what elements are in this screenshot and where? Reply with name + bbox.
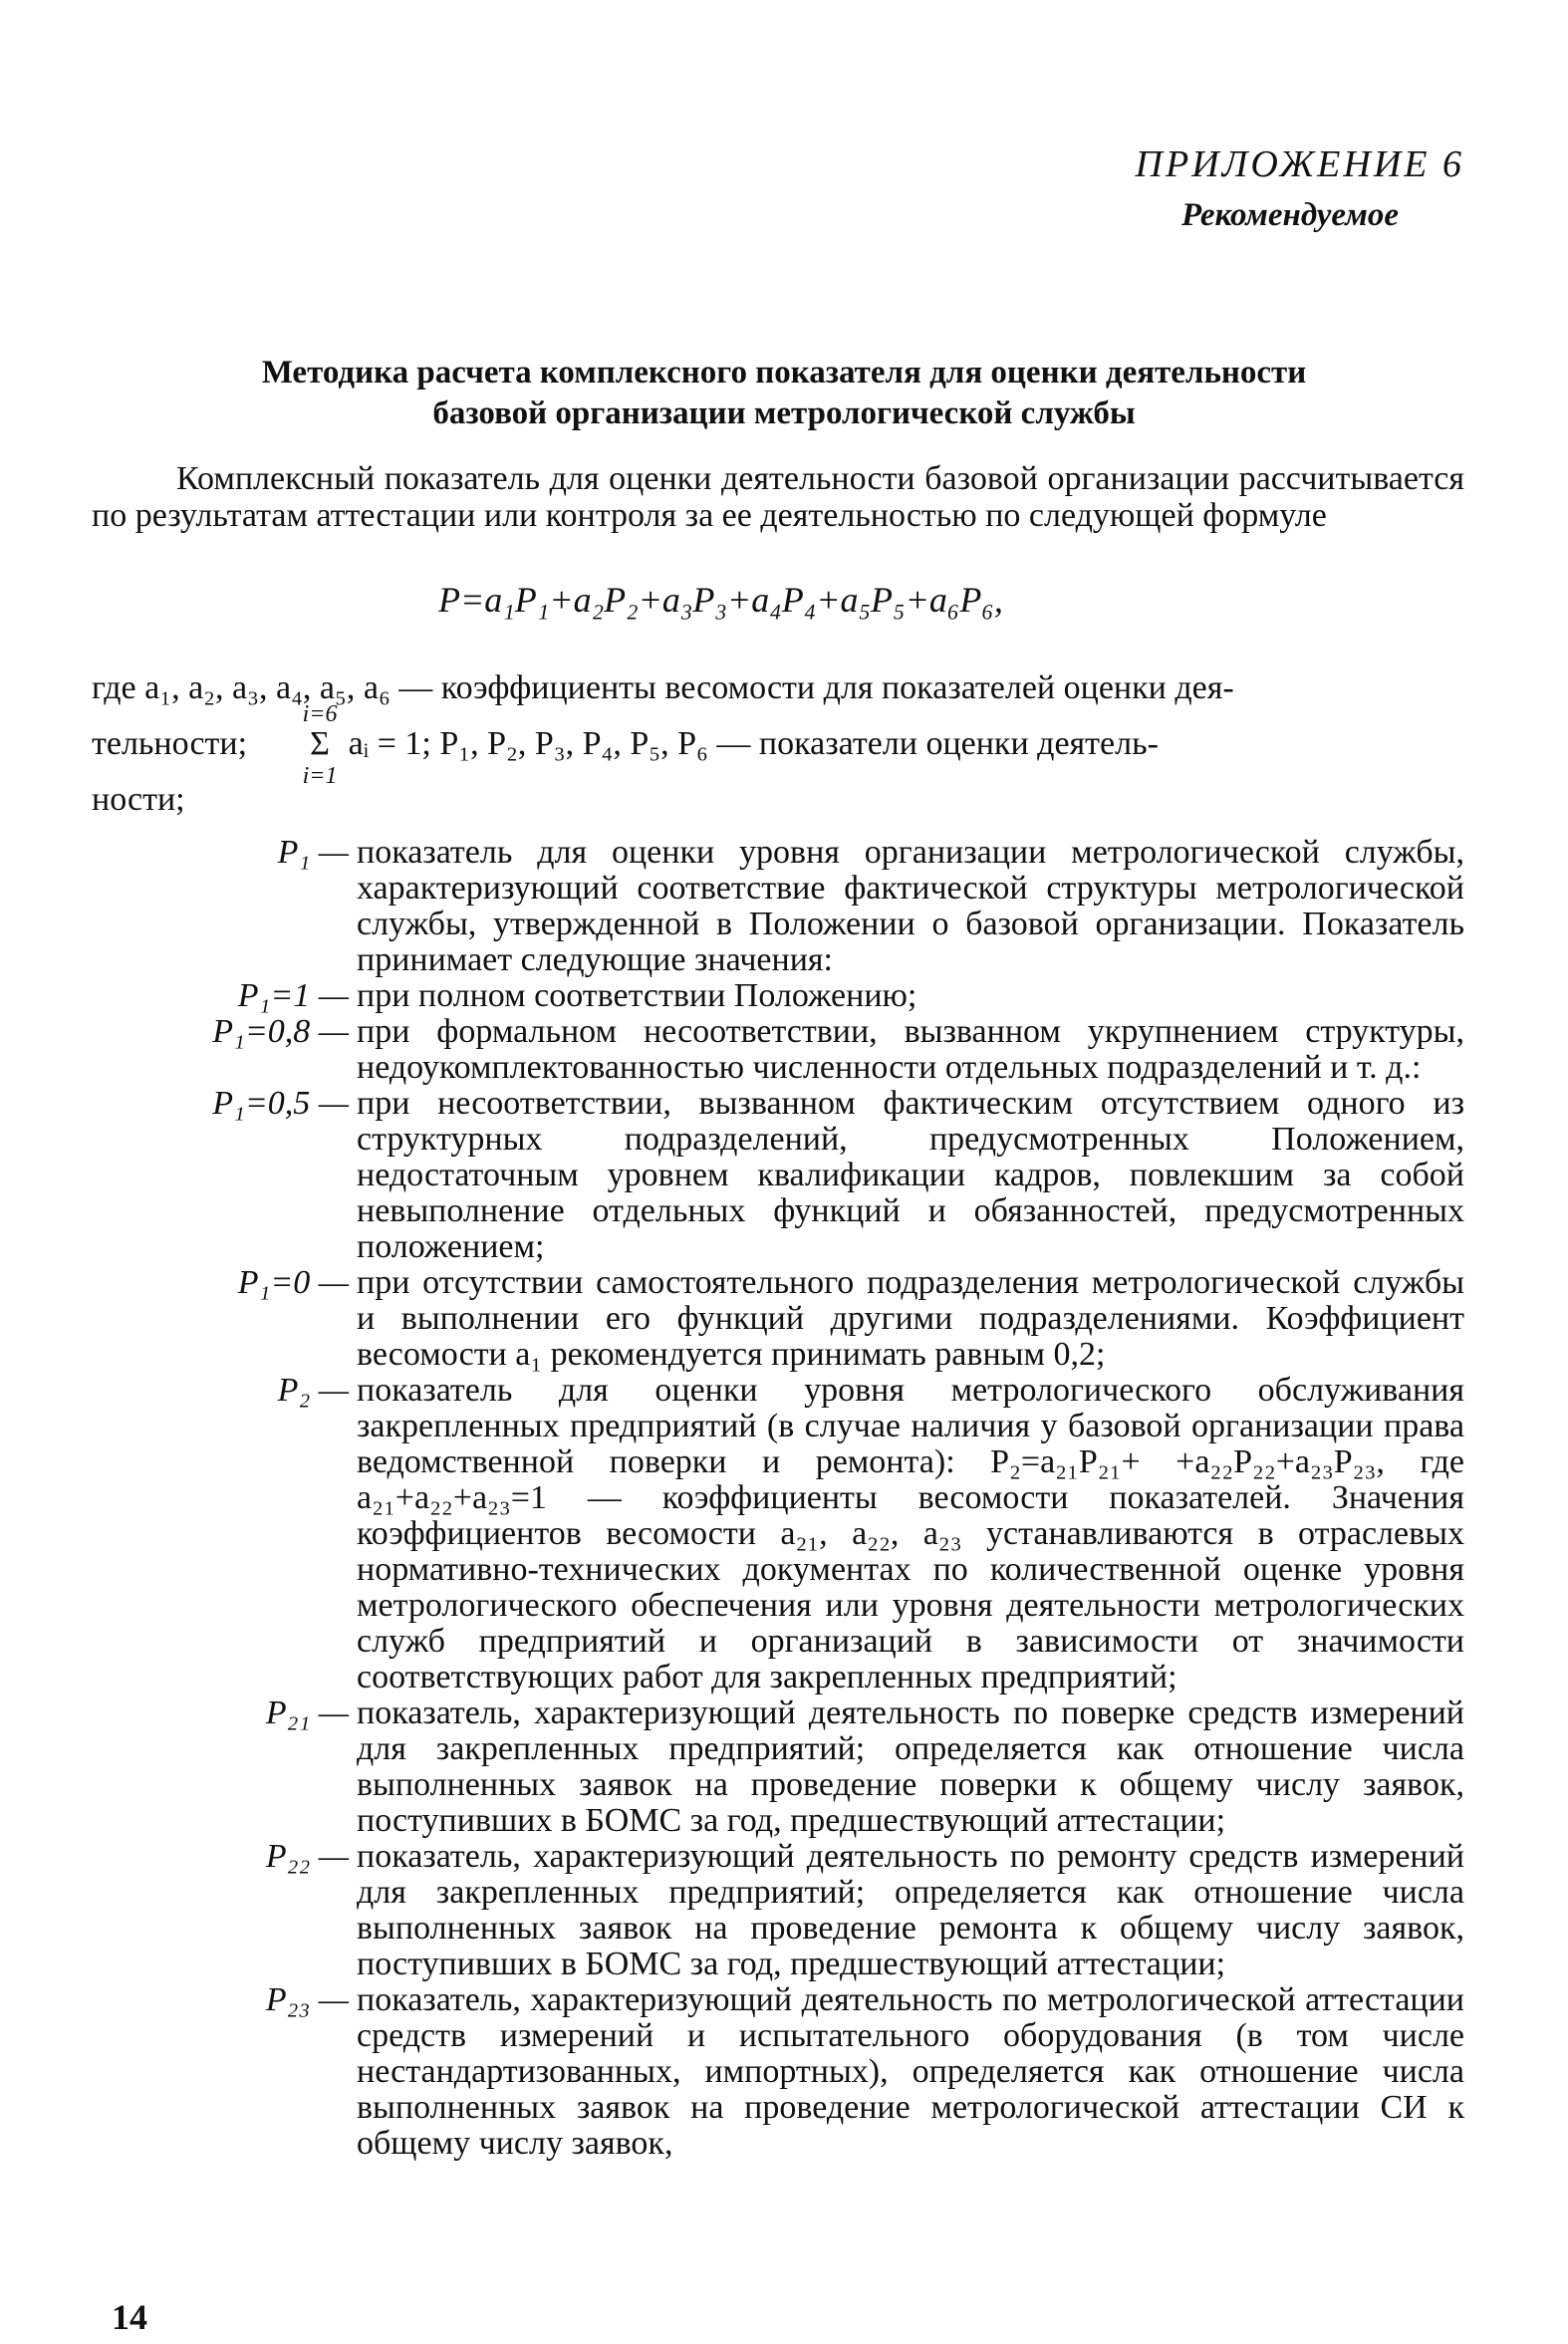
sum-upper-limit: i=6 [302,701,338,727]
definition-item [92,1086,1464,1265]
definition-term: P₁ — [277,834,349,871]
intro-text: Комплексный показатель для оценки деятельности базовой организации рассчитывается по результатам аттестации или контроля за ее деятельностью по следующей формуле [92,460,1464,534]
definitions-list [92,835,1464,2162]
definition-text: при формальном несоответствии, вызванном укрупнением структуры, недоукомплектованностью численности отдельных подразделений и т. д.: [357,1013,1464,1086]
definition-item [92,1014,1464,1086]
definition-term: P₁=1 — [237,977,349,1014]
where-prefix: тельности; [92,725,248,762]
definition-term: P₁=0,8 — [212,1013,349,1050]
definition-term: P₁=0 — [237,1264,349,1301]
title-line-2: базовой организации метрологической службы [432,395,1136,431]
definition-item [92,1695,1464,1839]
definition-text: показатель, характеризующий деятельность по метрологической аттестации средств измерений и испытательного оборудования (в том числе нестандартизованных, импортных), определяется как отношение числа выполненных заявок на проведение метрологической аттестации СИ к общему числу заявок, [357,1981,1464,2162]
appendix-heading: ПРИЛОЖЕНИЕ 6 [1135,143,1464,185]
definition-item [92,835,1464,978]
definition-term: P₁=0,5 — [212,1085,349,1122]
sum-symbol: i=6 Σ i=1 [300,725,340,763]
intro-paragraph [92,460,1464,534]
title-line-1: Методика расчета комплексного показателя для оценки деятельности [261,355,1307,391]
page-number: 14 [112,2297,147,2337]
definition-text: показатель, характеризующий деятельность по ремонту средств измерений для закрепленных предприятий; определяется как отношение числа выполненных заявок на проведение ремонта к общему числу заявок, поступивших в БОМС за год, предшествующий аттестации; [357,1838,1464,1982]
definition-item [92,1265,1464,1373]
definition-term: P₂₁ — [265,1694,349,1731]
where-rest: aᵢ = 1; P₁, P₂, P₃, P₄, P₅, P₆ — показатели оценки деятель- [348,725,1159,762]
definition-item [92,1982,1464,2162]
definition-term: P₂₂ — [265,1838,349,1875]
definition-text: при несоответствии, вызванном фактическим отсутствием одного из структурных подразделений, предусмотренных Положением, недостаточным уровнем квалификации кадров, повлекшим за собой невыполнение отдельных функций и обязанностей, предусмотренных положением; [357,1085,1464,1265]
where-line-3: ности; [92,781,185,818]
sum-lower-limit: i=1 [302,763,338,789]
definition-text: показатель для оценки уровня организации метрологической службы, характеризующий соответствие фактической структуры метрологической службы, утвержденной в Положении о базовой организации. Показатель принимает следующие значения: [357,834,1464,978]
definition-term: P₂ — [277,1372,349,1409]
definition-term: P₂₃ — [265,1981,349,2018]
definition-text: при отсутствии самостоятельного подразделения метрологической службы и выполнении его функций другими подразделениями. Коэффициент весомости a₁ рекомендуется принимать равным 0,2; [357,1264,1464,1373]
where-line-2 [92,701,1464,789]
section-title [149,353,1419,434]
definition-item [92,1373,1464,1695]
where-block [92,669,1464,819]
appendix-status: Рекомендуемое [1180,197,1399,233]
where-line-1: где a₁, a₂, a₃, a₄, a₅, a₆ — коэффициенты весомости для показателей оценки дея- [92,669,1234,706]
definition-text: при полном соответствии Положению; [357,977,917,1014]
definition-text: показатель, характеризующий деятельность по поверке средств измерений для закрепленных предприятий; определяется как отношение числа выполненных заявок на проведение поверки к общему числу заявок, поступивших в БОМС за год, предшествующий аттестации; [357,1694,1464,1839]
main-formula: P=a₁P₁+a₂P₂+a₃P₃+a₄P₄+a₅P₅+a₆P₆, [438,580,1003,620]
definition-item [92,1839,1464,1982]
definition-text: показатель для оценки уровня метрологического обслуживания закрепленных предприятий (в случае наличия у базовой организации права ведомственной поверки и ремонта): P₂=a₂₁P₂₁+ +a₂₂P₂₂+a₂₃P₂₃, где a₂₁+a₂₂+a₂₃=1 — коэффициенты весомости показателей. Значения коэффициентов весомости a₂₁, a₂₂, a₂₃ устанавливаются в отраслевых нормативно-технических документах по количественной оценке уровня метрологического обеспечения или уровня деятельности метрологических служб предприятий и организаций в зависимости от значимости соответствующих работ для закрепленных предприятий; [357,1372,1464,1695]
definition-item [92,978,1464,1014]
